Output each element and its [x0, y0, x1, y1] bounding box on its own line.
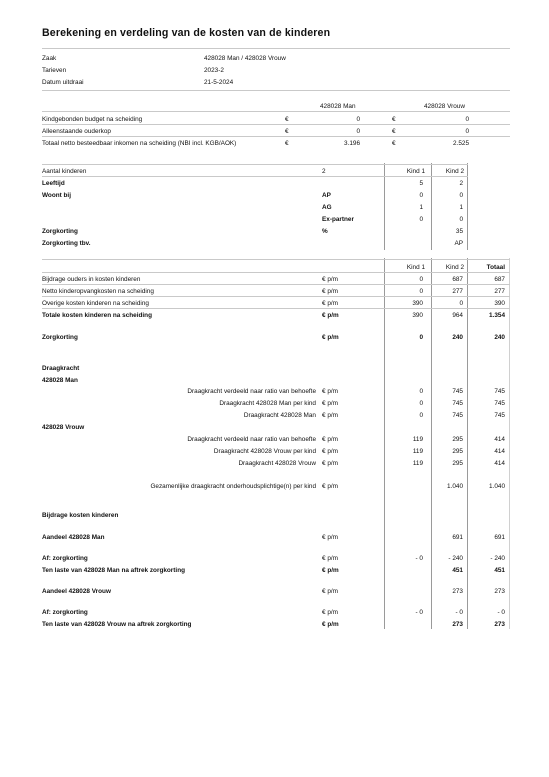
divider [42, 308, 510, 309]
costs-value-kind1: 390 [412, 300, 423, 307]
costs-value-totaal: 687 [494, 276, 505, 283]
costs-row-unit: € p/m [322, 334, 339, 341]
bijdrage-value-kind1: - 0 [415, 609, 423, 616]
bijdrage-value-kind2: - 240 [448, 555, 463, 562]
draagkracht-value-kind2: 745 [452, 388, 463, 395]
info-value-tarieven: 2023-2 [204, 67, 224, 74]
info-label-datum: Datum uitdraai [42, 79, 84, 86]
draagkracht-row-unit: € p/m [322, 460, 338, 467]
draagkracht-value-kind1: 0 [419, 412, 423, 419]
bijdrage-value-kind2: 273 [452, 588, 463, 595]
draagkracht-value-kind2: 745 [452, 400, 463, 407]
costs-row-unit: € p/m [322, 312, 339, 319]
bijdrage-value-kind2: 691 [452, 534, 463, 541]
kids-value-kind2: 1 [459, 204, 463, 211]
kids-row-label: Zorgkorting tbv. [42, 240, 91, 247]
costs-row-label: Bijdrage ouders in kosten kinderen [42, 276, 141, 283]
draagkracht-combined-kind2: 1.040 [447, 483, 463, 490]
bijdrage-row-unit: € p/m [322, 555, 338, 562]
budget-value-man: 0 [356, 116, 360, 123]
draagkracht-value-kind2: 745 [452, 412, 463, 419]
bijdrage-value-totaal: - 240 [490, 555, 505, 562]
divider [42, 48, 510, 49]
col-header-kind1: Kind 1 [406, 264, 425, 271]
budget-value-man: 0 [356, 128, 360, 135]
currency-symbol: € [392, 128, 396, 135]
draagkracht-row-label: Draagkracht 428028 Man per kind [219, 400, 316, 407]
budget-value-vrouw: 0 [465, 116, 469, 123]
column-divider [384, 258, 385, 629]
draagkracht-value-totaal: 745 [494, 388, 505, 395]
bijdrage-value-totaal: 273 [494, 621, 505, 628]
divider [42, 284, 510, 285]
costs-value-totaal: 277 [494, 288, 505, 295]
costs-value-totaal: 1.354 [489, 312, 505, 319]
currency-symbol: € [285, 140, 289, 147]
column-divider [509, 258, 510, 629]
kids-row-label: Leeftijd [42, 180, 65, 187]
kids-value-kind1: 5 [419, 180, 423, 187]
col-header-totaal: Totaal [486, 264, 505, 271]
divider [42, 124, 510, 125]
costs-row-label: Netto kinderopvangkosten na scheiding [42, 288, 154, 295]
draagkracht-row-label: Draagkracht 428028 Vrouw [238, 460, 316, 467]
kids-value-kind2: 0 [459, 216, 463, 223]
costs-value-kind2: 964 [452, 312, 463, 319]
currency-symbol: € [392, 140, 396, 147]
kids-value-kind1: 0 [419, 216, 423, 223]
draagkracht-row-unit: € p/m [322, 448, 338, 455]
costs-row-label: Zorgkorting [42, 334, 78, 341]
draagkracht-row-unit: € p/m [322, 400, 338, 407]
bijdrage-row-label: Ten laste van 428028 Vrouw na aftrek zorgkorting [42, 621, 192, 628]
divider [42, 90, 510, 91]
info-value-datum: 21-5-2024 [204, 79, 234, 86]
costs-row-label: Totale kosten kinderen na scheiding [42, 312, 152, 319]
draagkracht-value-totaal: 745 [494, 412, 505, 419]
draagkracht-value-totaal: 414 [494, 448, 505, 455]
party-heading-vrouw: 428028 Vrouw [42, 424, 85, 431]
draagkracht-row-unit: € p/m [322, 388, 338, 395]
column-divider [431, 258, 432, 629]
budget-value-man: 3.196 [344, 140, 360, 147]
draagkracht-combined-label: Gezamenlijke draagkracht onderhoudsplichtige(n) per kind [150, 483, 316, 490]
draagkracht-value-kind1: 0 [419, 388, 423, 395]
divider [42, 176, 468, 177]
bijdrage-row-label: Af: zorgkorting [42, 555, 88, 562]
draagkracht-value-totaal: 414 [494, 436, 505, 443]
bijdrage-row-unit: € p/m [322, 609, 338, 616]
costs-value-totaal: 240 [494, 334, 505, 341]
costs-value-kind2: 0 [459, 300, 463, 307]
kids-value-kind2: 0 [459, 192, 463, 199]
currency-symbol: € [285, 116, 289, 123]
kids-row-unit: AP [322, 192, 331, 199]
bijdrage-row-label: Aandeel 428028 Vrouw [42, 588, 111, 595]
bijdrage-value-totaal: 273 [494, 588, 505, 595]
costs-value-kind2: 240 [452, 334, 463, 341]
budget-row-label: Alleenstaande ouderkop [42, 128, 111, 135]
costs-value-kind1: 390 [412, 312, 423, 319]
kids-row-unit: % [322, 228, 328, 235]
kids-value-kind2: AP [454, 240, 463, 247]
divider [42, 136, 510, 137]
budget-value-vrouw: 0 [465, 128, 469, 135]
draagkracht-value-kind1: 0 [419, 400, 423, 407]
bijdrage-value-kind2: 273 [452, 621, 463, 628]
bijdrage-value-kind1: - 0 [415, 555, 423, 562]
kids-value-kind1: 1 [419, 204, 423, 211]
kids-value-kind2: 2 [459, 180, 463, 187]
draagkracht-row-label: Draagkracht verdeeld naar ratio van behoefte [187, 388, 316, 395]
divider [42, 296, 510, 297]
draagkracht-value-kind2: 295 [452, 460, 463, 467]
kids-count-label: Aantal kinderen [42, 168, 87, 175]
bijdrage-row-label: Aandeel 428028 Man [42, 534, 105, 541]
kids-row-unit: AG [322, 204, 332, 211]
draagkracht-row-label: Draagkracht 428028 Man [243, 412, 316, 419]
draagkracht-row-unit: € p/m [322, 436, 338, 443]
kids-row-label: Woont bij [42, 192, 71, 199]
draagkracht-value-kind1: 119 [412, 460, 423, 467]
budget-value-vrouw: 2.525 [453, 140, 469, 147]
kids-count-value: 2 [322, 168, 326, 175]
section-heading-draagkracht: Draagkracht [42, 365, 80, 372]
draagkracht-row-label: Draagkracht verdeeld naar ratio van behoefte [187, 436, 316, 443]
bijdrage-value-totaal: 691 [494, 534, 505, 541]
draagkracht-value-totaal: 745 [494, 400, 505, 407]
kids-value-kind2: 35 [455, 228, 463, 235]
party-heading-man: 428028 Man [42, 377, 78, 384]
bijdrage-row-label: Af: zorgkorting [42, 609, 88, 616]
kids-value-kind1: 0 [419, 192, 423, 199]
bijdrage-row-unit: € p/m [322, 534, 338, 541]
draagkracht-row-label: Draagkracht 428028 Vrouw per kind [213, 448, 316, 455]
kids-row-label: Zorgkorting [42, 228, 78, 235]
divider [42, 164, 468, 165]
costs-row-unit: € p/m [322, 276, 338, 283]
costs-value-kind2: 687 [452, 276, 463, 283]
page-title: Berekening en verdeling van de kosten van de kinderen [42, 27, 331, 39]
divider [42, 272, 510, 273]
costs-value-kind2: 277 [452, 288, 463, 295]
bijdrage-row-unit: € p/m [322, 567, 339, 574]
column-divider [467, 258, 468, 629]
costs-value-kind1: 0 [419, 334, 423, 341]
budget-row-label: Kindgebonden budget na scheiding [42, 116, 143, 123]
bijdrage-row-label: Ten laste van 428028 Man na aftrek zorgkorting [42, 567, 186, 574]
section-heading-bijdrage: Bijdrage kosten kinderen [42, 512, 119, 519]
budget-col-vrouw: 428028 Vrouw [424, 103, 465, 110]
bijdrage-value-kind2: - 0 [455, 609, 463, 616]
bijdrage-row-unit: € p/m [322, 621, 339, 628]
col-header-kind2: Kind 2 [445, 264, 464, 271]
draagkracht-row-unit: € p/m [322, 412, 338, 419]
draagkracht-combined-unit: € p/m [322, 483, 338, 490]
draagkracht-value-kind1: 119 [412, 448, 423, 455]
bijdrage-value-totaal: - 0 [497, 609, 505, 616]
costs-value-totaal: 390 [494, 300, 505, 307]
budget-row-label: Totaal netto besteedbaar inkomen na scheiding (NBI incl. KGB/AOK) [42, 140, 237, 147]
bijdrage-value-kind2: 451 [452, 567, 463, 574]
costs-value-kind1: 0 [419, 276, 423, 283]
costs-row-label: Overige kosten kinderen na scheiding [42, 300, 149, 307]
draagkracht-combined-totaal: 1.040 [489, 483, 505, 490]
col-header-kind1: Kind 1 [406, 168, 425, 175]
col-header-kind2: Kind 2 [445, 168, 464, 175]
bijdrage-value-totaal: 451 [494, 567, 505, 574]
bijdrage-row-unit: € p/m [322, 588, 338, 595]
currency-symbol: € [285, 128, 289, 135]
draagkracht-value-totaal: 414 [494, 460, 505, 467]
costs-row-unit: € p/m [322, 288, 338, 295]
draagkracht-value-kind2: 295 [452, 448, 463, 455]
info-value-zaak: 428028 Man / 428028 Vrouw [204, 55, 286, 62]
divider [42, 259, 510, 260]
divider [42, 111, 510, 112]
costs-row-unit: € p/m [322, 300, 338, 307]
kids-row-unit: Ex-partner [322, 216, 354, 223]
costs-value-kind1: 0 [419, 288, 423, 295]
currency-symbol: € [392, 116, 396, 123]
draagkracht-value-kind2: 295 [452, 436, 463, 443]
budget-col-man: 428028 Man [320, 103, 356, 110]
draagkracht-value-kind1: 119 [412, 436, 423, 443]
info-label-zaak: Zaak [42, 55, 57, 62]
info-label-tarieven: Tarieven [42, 67, 67, 74]
